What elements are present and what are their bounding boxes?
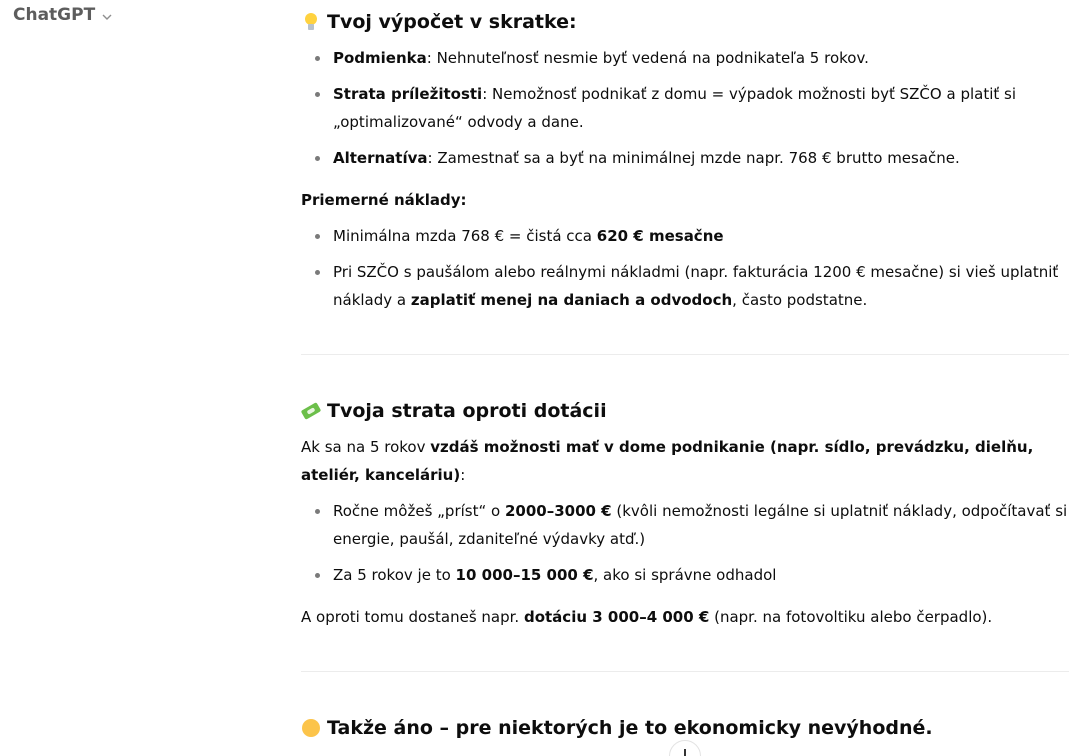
divider bbox=[301, 671, 1069, 672]
loss-intro: Ak sa na 5 rokov vzdáš možnosti mať v dome podnikanie (napr. sídlo, prevádzku, dielňu, ateliér, kanceláriu): bbox=[301, 438, 1034, 484]
scroll-to-bottom-button[interactable] bbox=[669, 740, 701, 756]
costs-subheading: Priemerné náklady: bbox=[301, 191, 467, 209]
yellow-circle-icon bbox=[301, 718, 321, 738]
divider bbox=[301, 354, 1069, 355]
loss-outro: A oproti tomu dostaneš napr. dotáciu 3 000–4 000 € (napr. na fotovoltiku alebo čerpadlo). bbox=[301, 608, 993, 626]
summary-list bbox=[301, 44, 1069, 172]
list-item: Alternatíva: Zamestnať sa a byť na minimálnej mzde napr. 768 € brutto mesačne. bbox=[333, 144, 1069, 172]
list-item: Strata príležitosti: Nemožnosť podnikať z domu = výpadok možnosti byť SZČO a platiť si „optimalizované“ odvody a dane. bbox=[333, 80, 1069, 136]
section-heading-summary: Tvoj výpočet v skratke: bbox=[301, 8, 1069, 36]
model-switcher[interactable] bbox=[13, 5, 113, 25]
arrow-down-icon bbox=[684, 749, 686, 756]
assistant-message bbox=[301, 0, 1069, 742]
list-item: Ročne môžeš „príst“ o 2000–3000 € (kvôli nemožnosti legálne si uplatniť náklady, odpočítavať si energie, paušál, zdaniteľné výdavky atď.) bbox=[333, 497, 1069, 553]
light-bulb-icon bbox=[301, 12, 321, 32]
money-with-wings-icon bbox=[301, 401, 321, 421]
list-item: Pri SZČO s paušálom alebo reálnymi nákladmi (napr. fakturácia 1200 € mesačne) si vieš uplatniť náklady a zaplatiť menej na daniach a odvodoch, často podstatne. bbox=[333, 258, 1069, 314]
model-label: ChatGPT bbox=[13, 5, 96, 25]
list-item: Za 5 rokov je to 10 000–15 000 €, ako si správne odhadol bbox=[333, 561, 1069, 589]
chevron-down-icon bbox=[101, 11, 113, 23]
section-heading-conclusion: Takže áno – pre niektorých je to ekonomicky nevýhodné. bbox=[301, 714, 1069, 742]
section-heading-loss: Tvoja strata oproti dotácii bbox=[301, 397, 1069, 425]
list-item: Podmienka: Nehnuteľnosť nesmie byť vedená na podnikateľa 5 rokov. bbox=[333, 44, 1069, 72]
list-item: Minimálna mzda 768 € = čistá cca 620 € mesačne bbox=[333, 222, 1069, 250]
loss-list bbox=[301, 497, 1069, 589]
costs-list bbox=[301, 222, 1069, 314]
